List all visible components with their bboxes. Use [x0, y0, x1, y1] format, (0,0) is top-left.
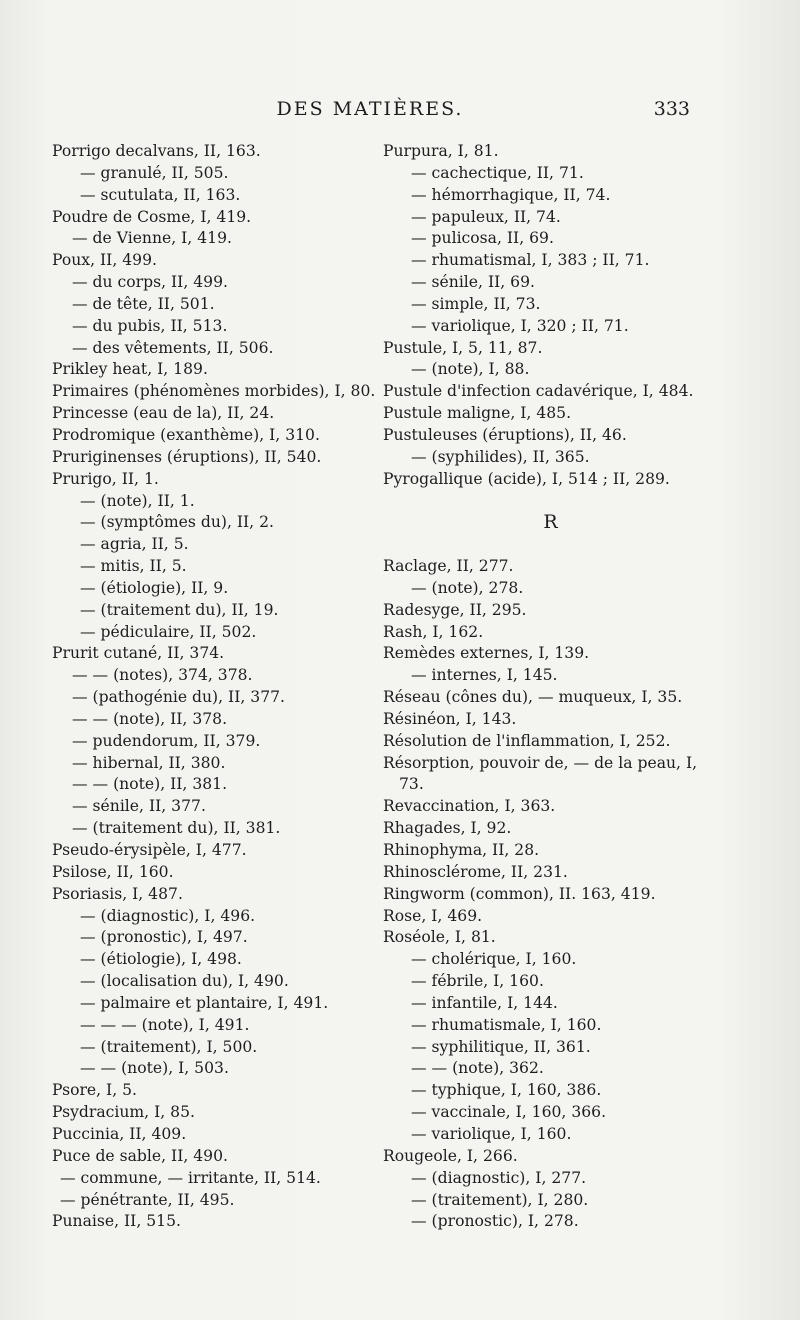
- index-entry: [383, 338, 718, 360]
- index-entry-text: — commune, — irritante, II, 514.: [60, 1168, 321, 1187]
- index-entry-text: Pseudo-érysipèle, I, 477.: [52, 841, 247, 859]
- index-entry: [383, 1124, 718, 1146]
- index-entry: [383, 665, 718, 687]
- index-entry: [383, 185, 718, 207]
- index-entry-text: Poux, II, 499.: [52, 251, 157, 270]
- index-entry-text: — (note), 278.: [411, 578, 524, 597]
- index-entry-text: Pruriginenses (éruptions), II, 540.: [52, 447, 322, 466]
- index-entry: [383, 250, 718, 272]
- index-entry: [383, 1190, 718, 1212]
- index-entry-text: Ringworm (common), II. 163, 419.: [383, 884, 656, 903]
- index-entry: [383, 228, 718, 250]
- index-column-left: [52, 141, 376, 1233]
- index-entry-text: — rhumatismale, I, 160.: [411, 1015, 602, 1034]
- index-entry: [383, 600, 718, 622]
- index-entry: [52, 1102, 372, 1124]
- index-entry-text: — hémorrhagique, II, 74.: [411, 185, 611, 204]
- index-entry: [52, 1211, 372, 1233]
- index-entry-text: — — — (note), I, 491.: [80, 1015, 250, 1034]
- index-entry: [383, 1168, 718, 1190]
- index-entry-text: Pustuleuses (éruptions), II, 46.: [383, 425, 627, 444]
- index-entry-text: — (diagnostic), I, 277.: [411, 1168, 587, 1187]
- index-entry: [52, 1080, 372, 1102]
- index-entry-text: — (diagnostic), I, 496.: [80, 906, 256, 925]
- index-entry-text: — des vêtements, II, 506.: [72, 338, 274, 357]
- index-entry: [383, 949, 718, 971]
- index-entry-text: — rhumatismal, I, 383 ; II, 71.: [411, 251, 650, 270]
- index-entry-text: — vaccinale, I, 160, 366.: [411, 1103, 607, 1122]
- index-entry-text: — (pathogénie du), II, 377.: [72, 688, 286, 707]
- index-entry-text: Psoriasis, I, 487.: [52, 884, 183, 903]
- index-entry: [52, 578, 372, 600]
- index-entry-text: — du corps, II, 499.: [72, 273, 228, 292]
- index-entry-text: — (note), I, 88.: [411, 360, 530, 379]
- index-entry: [383, 163, 718, 185]
- index-entry-text: Rhinophyma, II, 28.: [383, 841, 540, 859]
- index-entry: [383, 971, 718, 993]
- index-entry-text: Résorption, pouvoir de, — de la peau, I,: [383, 753, 698, 772]
- index-entry-text: — de tête, II, 501.: [72, 294, 215, 313]
- index-entry: [383, 862, 718, 884]
- index-entry: [52, 1124, 372, 1146]
- index-entry: [52, 774, 372, 796]
- index-entry-text: Réseau (cônes du), — muqueux, I, 35.: [383, 688, 683, 707]
- index-entry-text: Psore, I, 5.: [52, 1081, 138, 1100]
- index-entry-text: Roséole, I, 81.: [383, 928, 496, 947]
- index-entry: [52, 753, 372, 775]
- index-entry: [52, 141, 372, 163]
- index-entry: [383, 731, 718, 753]
- index-entry-text: Rhagades, I, 92.: [383, 819, 512, 838]
- index-entry-text: — (traitement), I, 500.: [80, 1037, 258, 1056]
- index-entry-text: — (symptômes du), II, 2.: [80, 513, 274, 532]
- index-entry: [383, 294, 718, 316]
- index-entry-text: Raclage, II, 277.: [383, 557, 514, 576]
- index-entry-text: Revaccination, I, 363.: [383, 797, 556, 816]
- index-entry-text: — cachectique, II, 71.: [411, 163, 584, 182]
- index-entry: [52, 622, 372, 644]
- index-entry: [52, 207, 372, 229]
- index-entry-text: — (pronostic), I, 278.: [411, 1212, 579, 1231]
- index-entry: [52, 447, 372, 469]
- index-entry-text: Prikley heat, I, 189.: [52, 360, 208, 379]
- index-entry-text: — — (note), II, 378.: [72, 709, 228, 728]
- index-entry: [52, 228, 372, 250]
- index-entry: [383, 796, 718, 818]
- index-entry-text: — sénile, II, 69.: [411, 273, 535, 292]
- index-entry-text: Psydracium, I, 85.: [52, 1103, 195, 1122]
- index-entry: [383, 272, 718, 294]
- index-entry-text: Rose, I, 469.: [383, 906, 483, 925]
- index-entry: [52, 884, 372, 906]
- index-entry: [383, 1058, 718, 1080]
- index-entry: [383, 578, 718, 600]
- index-entry: [383, 993, 718, 1015]
- index-entry: [52, 316, 372, 338]
- index-entry: [383, 1102, 718, 1124]
- index-entry: [383, 403, 718, 425]
- index-entry: [52, 185, 372, 207]
- index-entry-text: Puccinia, II, 409.: [52, 1124, 187, 1143]
- index-entry-text: — syphilitique, II, 361.: [411, 1037, 591, 1056]
- section-letter-heading: [383, 512, 718, 534]
- index-entry: [52, 927, 372, 949]
- index-entry: [52, 731, 372, 753]
- index-entry-text: Psilose, II, 160.: [52, 862, 174, 881]
- index-entry: [383, 1146, 718, 1168]
- index-entry: [383, 709, 718, 731]
- index-entry: [383, 141, 718, 163]
- index-entry: [52, 796, 372, 818]
- index-entry: [52, 687, 372, 709]
- index-entry-text: Poudre de Cosme, I, 419.: [52, 207, 252, 226]
- index-entry-text: — (étiologie), I, 498.: [80, 950, 242, 969]
- index-entry-text: — — (note), 362.: [411, 1059, 544, 1078]
- index-entry: [383, 687, 718, 709]
- index-entry-text: — — (note), II, 381.: [72, 775, 228, 794]
- index-entry-text: — hibernal, II, 380.: [72, 753, 226, 772]
- index-entry-text: Primaires (phénomènes morbides), I, 80.: [52, 382, 376, 401]
- index-entry: [52, 1058, 372, 1080]
- index-entry-text: Résinéon, I, 143.: [383, 709, 517, 728]
- index-entry: [383, 643, 718, 665]
- index-entry: [52, 534, 372, 556]
- index-entry: [383, 1080, 718, 1102]
- index-entry-text: Punaise, II, 515.: [52, 1212, 181, 1231]
- index-entry-text: Résolution de l'inflammation, I, 252.: [383, 731, 671, 750]
- index-entry-text: — pudendorum, II, 379.: [72, 731, 261, 750]
- index-entry-text: — pédiculaire, II, 502.: [80, 622, 257, 641]
- index-entry-text: — scutulata, II, 163.: [80, 185, 241, 204]
- index-entry: [383, 906, 718, 928]
- index-entry-text: Puce de sable, II, 490.: [52, 1146, 228, 1165]
- index-entry: [52, 425, 372, 447]
- index-entry: [52, 381, 376, 403]
- index-entry: [52, 294, 372, 316]
- index-entry: [52, 491, 372, 513]
- index-entry-text: — (traitement), I, 280.: [411, 1190, 589, 1209]
- index-entry-text: Princesse (eau de la), II, 24.: [52, 404, 275, 423]
- index-entry: [52, 1015, 372, 1037]
- index-entry: [52, 949, 372, 971]
- index-entry: [383, 556, 718, 578]
- index-entry-text: R: [543, 511, 558, 534]
- index-entry: [383, 469, 718, 491]
- index-entry: [52, 971, 372, 993]
- index-entry: [383, 1015, 718, 1037]
- index-entry: [383, 840, 718, 862]
- index-entry: [52, 403, 372, 425]
- index-entry-text: — typhique, I, 160, 386.: [411, 1081, 602, 1100]
- index-entry-text: Pustule, I, 5, 11, 87.: [383, 338, 543, 357]
- index-entry-text: — cholérique, I, 160.: [411, 950, 577, 969]
- index-column-right: [383, 141, 718, 1233]
- index-entry-text: — variolique, I, 320 ; II, 71.: [411, 316, 629, 335]
- index-entry: [52, 600, 372, 622]
- index-entry-text: Rougeole, I, 266.: [383, 1146, 518, 1165]
- page-number: 333: [653, 98, 690, 120]
- index-entry: [383, 884, 718, 906]
- index-entry-text: — agria, II, 5.: [80, 535, 189, 554]
- index-entry-text: — papuleux, II, 74.: [411, 207, 561, 226]
- index-entry-text: — (pronostic), I, 497.: [80, 928, 248, 947]
- index-entry-text: — pulicosa, II, 69.: [411, 229, 554, 248]
- page-header: [0, 98, 800, 126]
- index-entry-text: — (localisation du), I, 490.: [80, 972, 289, 991]
- index-entry: [383, 491, 718, 513]
- index-entry: [52, 1168, 372, 1190]
- index-entry-text: — mitis, II, 5.: [80, 557, 187, 576]
- index-entry: [383, 359, 718, 381]
- index-entry: [52, 250, 372, 272]
- index-entry-text: — (traitement du), II, 19.: [80, 600, 279, 619]
- index-entry-text: Rash, I, 162.: [383, 622, 484, 641]
- index-entry: [52, 556, 372, 578]
- index-entry: [52, 163, 372, 185]
- index-entry-text: 73.: [399, 775, 424, 794]
- index-entry-text: — internes, I, 145.: [411, 666, 558, 685]
- index-entry-text: — pénétrante, II, 495.: [60, 1190, 235, 1209]
- index-entry: [52, 993, 372, 1015]
- index-entry: [52, 1146, 372, 1168]
- index-entry-text: — (étiologie), II, 9.: [80, 578, 229, 597]
- index-entry: [383, 534, 718, 556]
- index-entry-text: — (traitement du), II, 381.: [72, 819, 281, 838]
- index-entry: [383, 425, 718, 447]
- index-entry: [52, 1190, 372, 1212]
- index-entry-text: — infantile, I, 144.: [411, 993, 558, 1012]
- index-entry: [383, 927, 718, 949]
- index-entry-text: Purpura, I, 81.: [383, 142, 499, 160]
- index-entry-text: — palmaire et plantaire, I, 491.: [80, 993, 329, 1012]
- index-entry: [52, 906, 372, 928]
- index-entry: [383, 316, 718, 338]
- index-entry: [52, 709, 372, 731]
- index-entry-text: — — (note), I, 503.: [80, 1059, 229, 1078]
- index-entry: [52, 818, 372, 840]
- index-entry-text: — — (notes), 374, 378.: [72, 666, 253, 685]
- index-entry: [52, 665, 372, 687]
- index-entry-text: Porrigo decalvans, II, 163.: [52, 142, 261, 160]
- index-entry: [383, 818, 718, 840]
- index-entry-text: Remèdes externes, I, 139.: [383, 644, 590, 663]
- index-entry-text: — sénile, II, 377.: [72, 797, 206, 816]
- index-entry: [383, 447, 718, 469]
- index-entry-text: Prurigo, II, 1.: [52, 469, 159, 488]
- index-entry-text: — variolique, I, 160.: [411, 1124, 572, 1143]
- index-entry-text: Radesyge, II, 295.: [383, 600, 527, 619]
- index-entry-text: Prodromique (exanthème), I, 310.: [52, 425, 320, 444]
- index-entry-text: — simple, II, 73.: [411, 294, 541, 313]
- index-entry: [52, 862, 372, 884]
- index-entry: [52, 512, 372, 534]
- index-entry: [52, 1037, 372, 1059]
- index-entry: [383, 753, 718, 775]
- index-entry-text: Prurit cutané, II, 374.: [52, 644, 225, 663]
- index-entry-text: — granulé, II, 505.: [80, 163, 229, 182]
- index-entry-text: Pustule maligne, I, 485.: [383, 404, 572, 423]
- index-entry-text: Pustule d'infection cadavérique, I, 484.: [383, 382, 694, 401]
- index-entry: [52, 643, 372, 665]
- index-entry-text: Rhinosclérome, II, 231.: [383, 862, 568, 881]
- index-entry: [383, 622, 718, 644]
- index-entry: [52, 840, 372, 862]
- index-entry-text: — (syphilides), II, 365.: [411, 447, 590, 466]
- index-entry: [383, 1037, 718, 1059]
- index-entry: [52, 272, 372, 294]
- index-entry: [383, 1211, 718, 1233]
- index-entry: [383, 207, 718, 229]
- index-entry: [383, 774, 718, 796]
- index-entry-text: — (note), II, 1.: [80, 491, 195, 510]
- index-entry-text: Pyrogallique (acide), I, 514 ; II, 289.: [383, 469, 670, 488]
- running-title: DES MATIÈRES.: [276, 98, 464, 120]
- index-entry-text: — du pubis, II, 513.: [72, 316, 228, 335]
- index-entry: [52, 338, 372, 360]
- index-entry: [52, 359, 372, 381]
- index-entry-text: — fébrile, I, 160.: [411, 972, 544, 991]
- index-entry: [52, 469, 372, 491]
- index-entry: [383, 381, 718, 403]
- index-entry-text: — de Vienne, I, 419.: [72, 229, 232, 248]
